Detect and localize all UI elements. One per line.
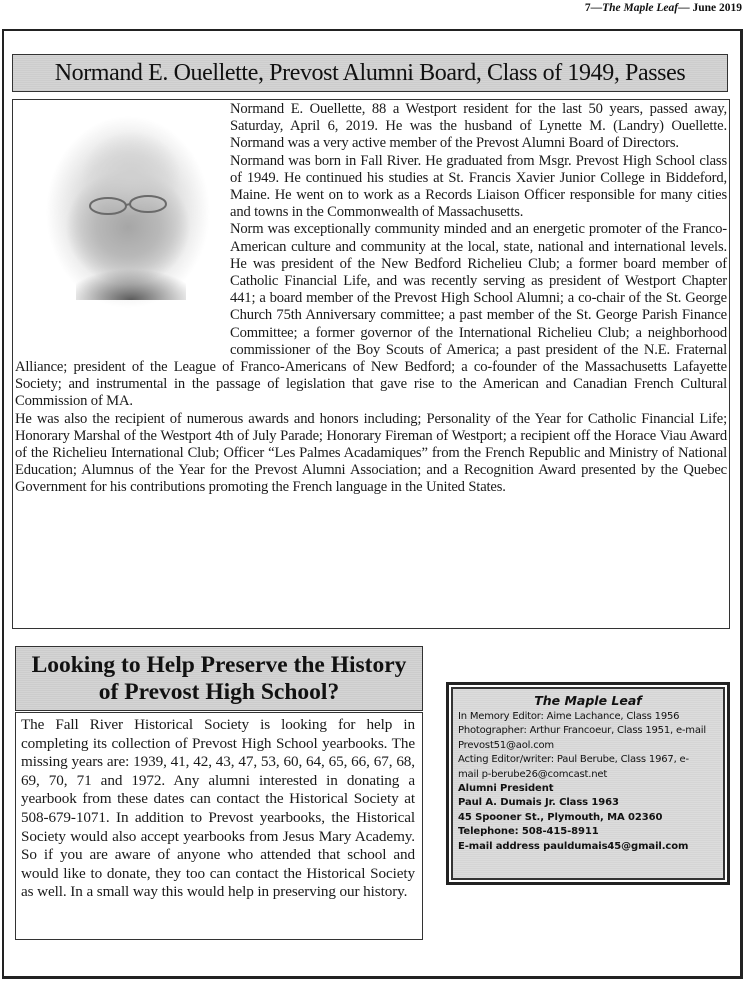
obituary-headline: Normand E. Ouellette, Prevost Alumni Board, Class of 1949, Passes bbox=[54, 59, 686, 86]
history-paragraph: The Fall River Historical Society is looking for help in completing its collection of Prevost High School yearbooks. The missing years are: 1939, 41, 42, 43, 47, 53, 60, 64, 65, 66, 67, 68, 69, 70, 71 and 1972. Any alumni interested in donating a yearbook from these dates can contact the Historical Society at 508-679-1071. In addition to Prevost yearbooks, the Historical Society would also accept yearbooks from Jesus Mary Academy. So if you are aware of anyone who attended that school and would like to donate, they too can contact the Historical Society as well. In a small way this would help in preserving our history. bbox=[21, 716, 415, 901]
masthead-line-photographer: Photographer: Arthur Francoeur, Class 1951, e-mail bbox=[458, 725, 706, 737]
masthead-inner bbox=[451, 687, 725, 880]
publication-name: The Maple Leaf bbox=[602, 2, 679, 14]
history-headline-bar bbox=[15, 646, 423, 711]
obituary-paragraph: He was also the recipient of numerous awards and honors including; Personality of the Year for Catholic Financial Life; Honorary Marshal of the Westport 4th of July Parade; Honorary Fireman of Westport; a recipient off the Horace Viau Award of the Richelieu International Club; Officer “Les Palmes Acadamiques” from the French Republic and Ministry of National Education; Alumnus of the Year for the Prevost Alumni Association; and a Recognition Award presented by the Quebec Government for his contributions promoting the French language in the United States. bbox=[15, 410, 727, 496]
page-header bbox=[585, 2, 742, 14]
obituary-body bbox=[15, 101, 727, 497]
obituary-headline-bar bbox=[12, 54, 728, 92]
header-separator-2: — bbox=[678, 2, 693, 14]
history-headline-line-1: Looking to Help Preserve the History bbox=[31, 651, 407, 678]
page-number: 7 bbox=[584, 2, 591, 14]
masthead-line-president-name: Paul A. Dumais Jr. Class 1963 bbox=[458, 797, 619, 809]
history-body bbox=[21, 716, 415, 902]
issue-date: June 2019 bbox=[692, 2, 742, 14]
masthead-box bbox=[446, 682, 730, 885]
obituary-paragraph: Normand E. Ouellette, 88 a Westport resident for the last 50 years, passed away, Saturday, April 6, 2019. He was the husband of Lynette M. (Landry) Ouellette. Normand was a very active member of the Prevost Alumni Board of Directors. bbox=[230, 101, 727, 152]
masthead-line-email[interactable]: E-mail address pauldumais45@gmail.com bbox=[458, 840, 689, 852]
masthead-line-acting-editor-email[interactable]: mail p-berube26@comcast.net bbox=[458, 768, 608, 780]
header-separator: — bbox=[590, 2, 603, 14]
masthead-title: The Maple Leaf bbox=[534, 693, 642, 708]
masthead-line-photographer-email[interactable]: Prevost51@aol.com bbox=[458, 739, 554, 751]
photo-wrap-spacer bbox=[15, 101, 230, 344]
masthead-line-telephone: Telephone: 508-415-8911 bbox=[458, 826, 599, 838]
obituary-paragraph: Normand was born in Fall River. He graduated from Msgr. Prevost High School class of 1949. He continued his studies at St. Francis Xavier Junior College in Biddeford, Maine. He went on to work as a Records Liaison Officer responsible for many cities and towns in the Commonwealth of Massachusetts. bbox=[230, 152, 727, 221]
obituary-paragraph: Norm was exceptionally community minded and an energetic promoter of the Franco-American culture and community at the local, state, national and international levels. He was president of the New Bedford Richelieu Club; a former board member of Catholic Financial Life, and was recently serving as president of Westport Chapter 441; a board member of the Prevost High School Alumni; a co-chair of the St. George Church 75th Anniversary committee; a past member of the St. George Parish Finance Committee; a former governor of the International Richelieu Club; a neighborhood commissioner of the Boy Scouts of America; a past president of the N.E. Fraternal Alliance; president of the League of Franco-Americans of New Bedford; a co-founder of the Massachusetts Lafayette Society; and instrumental in the passage of legislation that gave rise to the American and Canadian French Cultural Commission of MA. bbox=[15, 221, 727, 410]
masthead-line-address: 45 Spooner St., Plymouth, MA 02360 bbox=[458, 811, 663, 823]
masthead-line-acting-editor: Acting Editor/writer: Paul Berube, Class 1967, e- bbox=[458, 754, 689, 766]
history-headline-line-2: of Prevost High School? bbox=[98, 678, 340, 705]
masthead-line-alumni-president-label: Alumni President bbox=[458, 783, 554, 795]
masthead-line-memory-editor: In Memory Editor: Aime Lachance, Class 1956 bbox=[458, 711, 680, 722]
history-headline bbox=[32, 652, 407, 706]
